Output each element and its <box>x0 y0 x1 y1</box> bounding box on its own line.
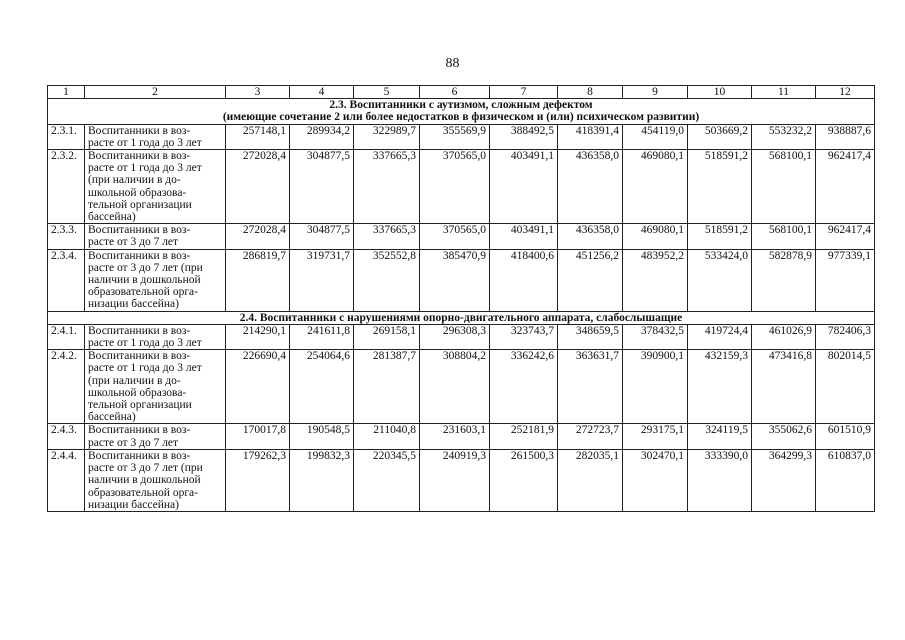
value-cell: 211040,8 <box>354 424 420 449</box>
value-cell: 282035,1 <box>558 449 623 511</box>
value-cell: 308804,2 <box>420 350 490 424</box>
value-cell: 469080,1 <box>623 150 688 224</box>
row-description <box>85 124 226 149</box>
row-description <box>85 424 226 449</box>
row-description <box>85 150 226 224</box>
value-cell: 370565,0 <box>420 150 490 224</box>
description-line: низации бассейна) <box>88 498 179 511</box>
description-line: школьной образова- <box>88 186 187 199</box>
description-line: наличии в дошкольной <box>88 274 201 287</box>
value-cell: 214290,1 <box>226 324 290 349</box>
table-row <box>48 350 875 424</box>
row-code: 2.3.2. <box>48 150 85 224</box>
value-cell: 170017,8 <box>226 424 290 449</box>
value-cell: 352552,8 <box>354 249 420 311</box>
description-line: Воспитанники в воз- <box>88 150 191 163</box>
description-line: тельной организации <box>88 198 192 211</box>
value-cell: 272028,4 <box>226 224 290 249</box>
value-cell: 281387,7 <box>354 350 420 424</box>
value-cell: 473416,8 <box>752 350 816 424</box>
description-line: наличии в дошкольной <box>88 474 201 487</box>
description-line: Воспитанники в воз- <box>88 124 191 137</box>
value-cell: 436358,0 <box>558 150 623 224</box>
column-header: 7 <box>490 86 558 99</box>
column-header: 9 <box>623 86 688 99</box>
value-cell: 348659,5 <box>558 324 623 349</box>
description-line: школьной образова- <box>88 386 187 399</box>
value-cell: 782406,3 <box>816 324 875 349</box>
value-cell: 252181,9 <box>490 424 558 449</box>
section-title-line: 2.3. Воспитанники с аутизмом, сложным дефектом <box>329 99 593 112</box>
value-cell: 802014,5 <box>816 350 875 424</box>
table-row <box>48 249 875 311</box>
value-cell: 378432,5 <box>623 324 688 349</box>
description-line: расте от 3 до 7 лет <box>88 236 179 249</box>
section-title-line: (имеющие сочетание 2 или более недостатков в физическом и (или) психическом развитии) <box>222 111 700 124</box>
value-cell: 432159,3 <box>688 350 752 424</box>
value-cell: 403491,1 <box>490 224 558 249</box>
row-description <box>85 224 226 249</box>
value-cell: 296308,3 <box>420 324 490 349</box>
value-cell: 938887,6 <box>816 124 875 149</box>
column-header: 2 <box>85 86 226 99</box>
header-row <box>48 86 875 99</box>
value-cell: 199832,3 <box>290 449 354 511</box>
value-cell: 257148,1 <box>226 124 290 149</box>
value-cell: 610837,0 <box>816 449 875 511</box>
page-number: 88 <box>445 56 460 71</box>
section-title <box>48 311 875 324</box>
value-cell: 324119,5 <box>688 424 752 449</box>
value-cell: 289934,2 <box>290 124 354 149</box>
value-cell: 461026,9 <box>752 324 816 349</box>
value-cell: 319731,7 <box>290 249 354 311</box>
value-cell: 568100,1 <box>752 224 816 249</box>
description-line: Воспитанники в воз- <box>88 224 191 237</box>
description-line: образовательной орга- <box>88 286 198 299</box>
section-header-row <box>48 311 875 324</box>
column-header: 11 <box>752 86 816 99</box>
value-cell: 403491,1 <box>490 150 558 224</box>
table-body <box>48 86 875 512</box>
description-line: расте от 1 года до 3 лет <box>88 337 202 350</box>
description-line: низации бассейна) <box>88 298 179 311</box>
value-cell: 582878,9 <box>752 249 816 311</box>
value-cell: 518591,2 <box>688 224 752 249</box>
section-header-row <box>48 99 875 124</box>
value-cell: 220345,5 <box>354 449 420 511</box>
description-line: расте от 1 года до 3 лет <box>88 136 202 149</box>
value-cell: 977339,1 <box>816 249 875 311</box>
value-cell: 293175,1 <box>623 424 688 449</box>
table-row <box>48 449 875 511</box>
value-cell: 363631,7 <box>558 350 623 424</box>
row-code: 2.3.4. <box>48 249 85 311</box>
value-cell: 179262,3 <box>226 449 290 511</box>
description-line: бассейна) <box>88 411 136 424</box>
row-description <box>85 324 226 349</box>
value-cell: 240919,3 <box>420 449 490 511</box>
table-row <box>48 424 875 449</box>
column-header: 5 <box>354 86 420 99</box>
value-cell: 469080,1 <box>623 224 688 249</box>
column-header: 4 <box>290 86 354 99</box>
value-cell: 323743,7 <box>490 324 558 349</box>
value-cell: 451256,2 <box>558 249 623 311</box>
value-cell: 388492,5 <box>490 124 558 149</box>
table-row <box>48 224 875 249</box>
value-cell: 418391,4 <box>558 124 623 149</box>
row-description <box>85 449 226 511</box>
section-title-line: 2.4. Воспитанники с нарушениями опорно-двигательного аппарата, слабослышащие <box>239 311 683 324</box>
row-description <box>85 249 226 311</box>
value-cell: 454119,0 <box>623 124 688 149</box>
value-cell: 364299,3 <box>752 449 816 511</box>
value-cell: 337665,3 <box>354 224 420 249</box>
value-cell: 419724,4 <box>688 324 752 349</box>
description-line: расте от 3 до 7 лет (при <box>88 462 203 475</box>
row-description <box>85 350 226 424</box>
row-code: 2.4.4. <box>48 449 85 511</box>
value-cell: 503669,2 <box>688 124 752 149</box>
value-cell: 553232,2 <box>752 124 816 149</box>
column-header: 3 <box>226 86 290 99</box>
value-cell: 568100,1 <box>752 150 816 224</box>
description-line: Воспитанники в воз- <box>88 350 191 363</box>
value-cell: 601510,9 <box>816 424 875 449</box>
row-code: 2.3.3. <box>48 224 85 249</box>
value-cell: 302470,1 <box>623 449 688 511</box>
column-header: 1 <box>48 86 85 99</box>
value-cell: 231603,1 <box>420 424 490 449</box>
row-code: 2.4.1. <box>48 324 85 349</box>
row-code: 2.3.1. <box>48 124 85 149</box>
tariff-table <box>47 85 875 512</box>
value-cell: 355062,6 <box>752 424 816 449</box>
description-line: расте от 3 до 7 лет <box>88 436 179 449</box>
table-row <box>48 150 875 224</box>
value-cell: 337665,3 <box>354 150 420 224</box>
description-line: тельной организации <box>88 399 192 412</box>
value-cell: 286819,7 <box>226 249 290 311</box>
value-cell: 418400,6 <box>490 249 558 311</box>
value-cell: 241611,8 <box>290 324 354 349</box>
column-header: 10 <box>688 86 752 99</box>
description-line: бассейна) <box>88 211 136 224</box>
value-cell: 190548,5 <box>290 424 354 449</box>
column-header: 8 <box>558 86 623 99</box>
value-cell: 533424,0 <box>688 249 752 311</box>
table-row <box>48 124 875 149</box>
value-cell: 322989,7 <box>354 124 420 149</box>
value-cell: 336242,6 <box>490 350 558 424</box>
description-line: расте от 1 года до 3 лет <box>88 162 202 175</box>
table-row <box>48 324 875 349</box>
value-cell: 436358,0 <box>558 224 623 249</box>
value-cell: 254064,6 <box>290 350 354 424</box>
description-line: Воспитанники в воз- <box>88 449 191 462</box>
description-line: образовательной орга- <box>88 486 198 499</box>
description-line: Воспитанники в воз- <box>88 249 191 262</box>
row-code: 2.4.3. <box>48 424 85 449</box>
description-line: расте от 3 до 7 лет (при <box>88 261 203 274</box>
row-code: 2.4.2. <box>48 350 85 424</box>
description-line: (при наличии в до- <box>88 374 181 387</box>
value-cell: 333390,0 <box>688 449 752 511</box>
description-line: Воспитанники в воз- <box>88 324 191 337</box>
description-line: расте от 1 года до 3 лет <box>88 362 202 375</box>
column-header: 12 <box>816 86 875 99</box>
value-cell: 962417,4 <box>816 150 875 224</box>
value-cell: 385470,9 <box>420 249 490 311</box>
value-cell: 962417,4 <box>816 224 875 249</box>
value-cell: 269158,1 <box>354 324 420 349</box>
value-cell: 304877,5 <box>290 224 354 249</box>
column-header: 6 <box>420 86 490 99</box>
value-cell: 226690,4 <box>226 350 290 424</box>
value-cell: 272028,4 <box>226 150 290 224</box>
value-cell: 390900,1 <box>623 350 688 424</box>
value-cell: 355569,9 <box>420 124 490 149</box>
value-cell: 261500,3 <box>490 449 558 511</box>
description-line: (при наличии в до- <box>88 174 181 187</box>
value-cell: 370565,0 <box>420 224 490 249</box>
section-title <box>48 99 875 124</box>
description-line: Воспитанники в воз- <box>88 424 191 437</box>
value-cell: 483952,2 <box>623 249 688 311</box>
value-cell: 272723,7 <box>558 424 623 449</box>
value-cell: 304877,5 <box>290 150 354 224</box>
value-cell: 518591,2 <box>688 150 752 224</box>
